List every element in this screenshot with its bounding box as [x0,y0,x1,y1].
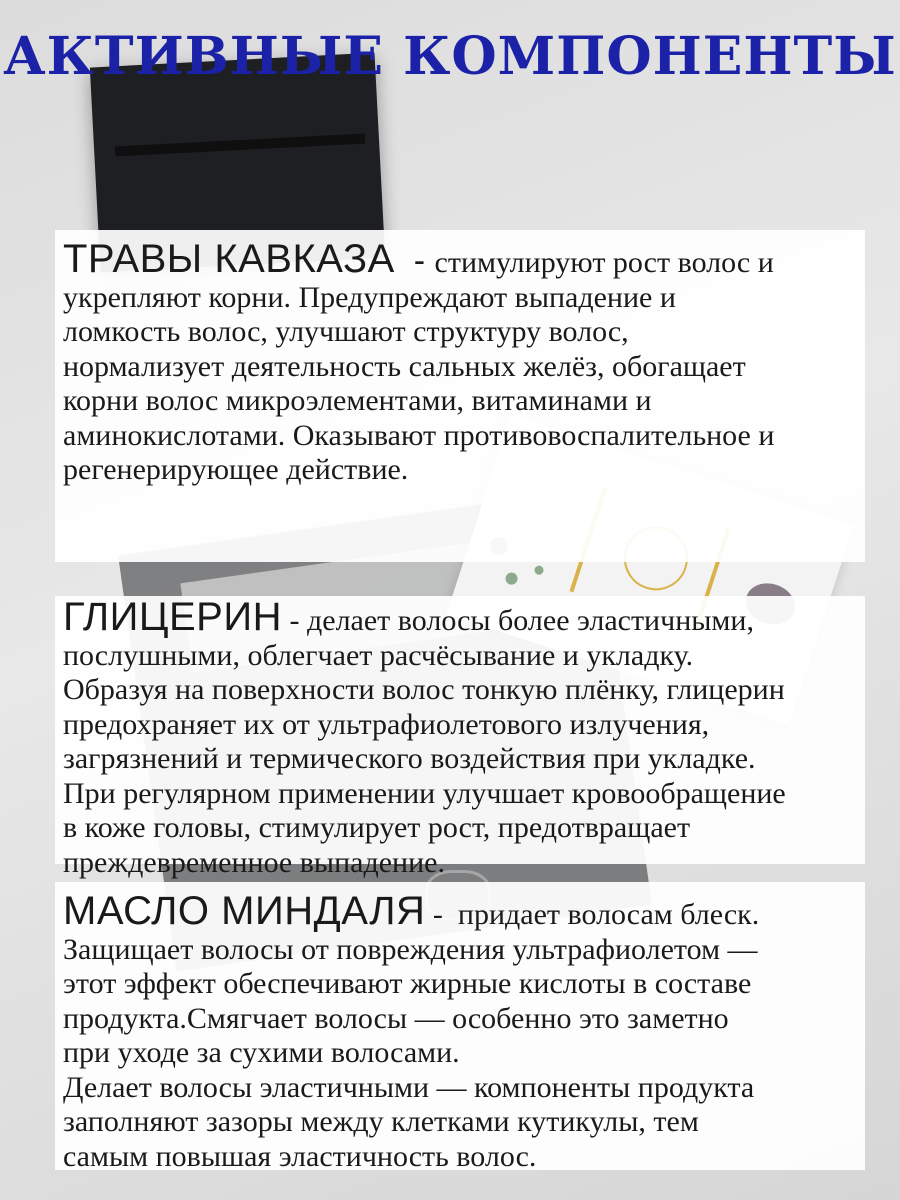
text-line: аминокислотами. Оказывают противовоспалительное и [63,418,775,452]
section-heading: ТРАВЫ КАВКАЗА [63,237,395,281]
text-line: преждевременное выпадение. [63,845,445,879]
text-line: заполняют зазоры между клетками кутикулы, тем [63,1105,699,1138]
text-line: Делает волосы эластичными — компоненты продукта [63,1070,755,1104]
separator: - [425,898,458,931]
text-line: загрязнений и термического воздействия при укладке. [63,742,756,775]
text-line: корни волос микроэлементами, витаминами и [63,384,652,417]
text-line: послушными, облегчает расчёсывание и укладку. [63,638,694,672]
text-line: продукта.Смягчает волосы — особенно это заметно [63,1001,729,1035]
text-line: этот эффект обеспечивают жирные кислоты в составе [63,967,752,1000]
section-first-line [63,889,865,933]
text-line: укрепляют корни. Предупреждают выпадение и [63,280,676,314]
page-title: АКТИВНЫЕ КОМПОНЕНТЫ [3,26,897,87]
text-line: ломкость волос, улучшают структуру волос, [63,315,629,348]
separator: - [394,242,435,280]
leaf-dot [533,565,544,576]
leaf-dot [504,571,519,586]
text-line: предохраняет их от ультрафиолетового излучения, [63,707,710,741]
section-first-line [63,237,865,281]
text-line: регенерирующее действие. [63,453,409,486]
lead-text: делает волосы более эластичными, [307,604,754,637]
lead-text: стимулируют рост волос и [434,246,774,279]
text-line: самым повышая эластичность волос. [63,1139,537,1173]
text-line: Образуя на поверхности волос тонкую плёнку, глицерин [63,673,785,706]
lead-text: придает волосам блеск. [457,898,760,931]
separator: - [282,604,307,637]
section-heading: ГЛИЦЕРИН [63,595,282,639]
text-line: При регулярном применении улучшает кровообращение [63,776,786,810]
text-line: в коже головы, стимулирует рост, предотвращает [63,811,691,844]
text-line: нормализует деятельность сальных желёз, обогащает [63,349,746,383]
text-line: при уходе за сухими волосами. [63,1036,460,1069]
section-heading: МАСЛО МИНДАЛЯ [63,889,426,933]
section-first-line [63,595,865,639]
section-glycerin [55,595,865,879]
section-caucasus-herbs [55,230,865,562]
section-almond-oil [55,882,865,1173]
text-line: Защищает волосы от повреждения ультрафиолетом — [63,932,758,966]
